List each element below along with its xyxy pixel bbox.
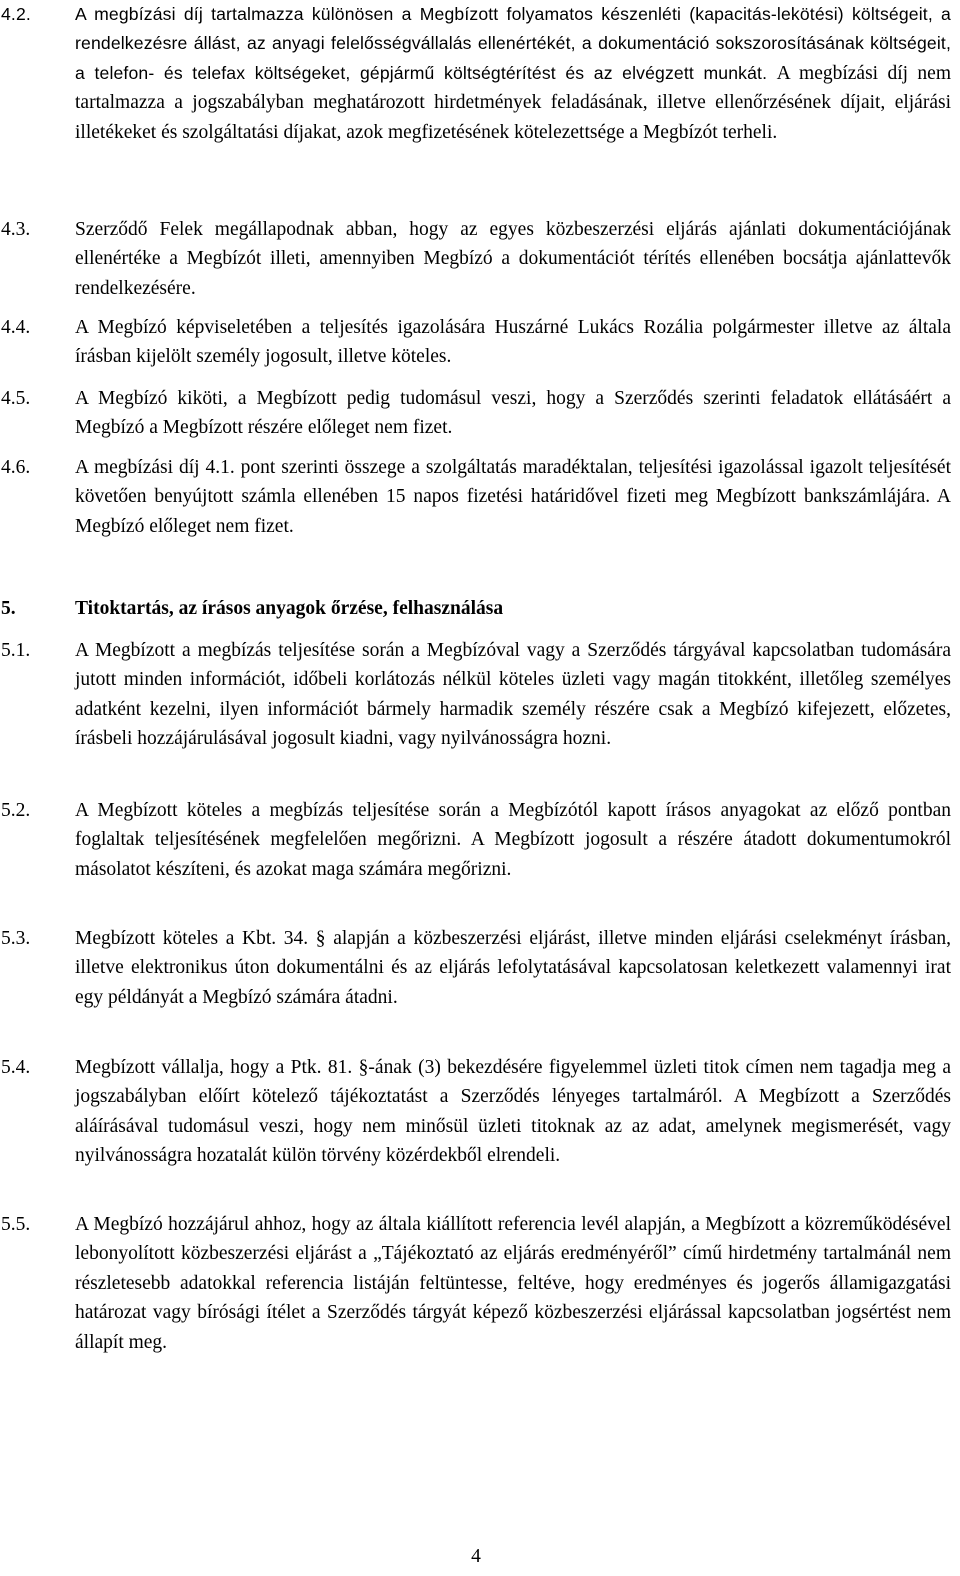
section-text: A megbízási díj 4.1. pont szerinti összege a szolgáltatás maradéktalan, teljesítési igazolással igazolt teljesítését követően benyújtott számla ellenében 15 napos fizetési határidővel fizeti meg Megbízott bankszámlájára. A Megbízó előleget nem fizet. [75,457,951,537]
section-text-sans-part: A megbízási díj tartalmazza különösen a Megbízott folyamatos készenléti (kapacitás-lekötési) költségeit, a rendelkezésre állást, az anyagi felelősségvállalás ellenértékét, a dokumentáció sokszorosításának költségeit, a telefon- és telefax költségeket, gépjármű költségtérítést és az elvégzett munkát. [75,4,951,83]
section-text: A Megbízó képviseletében a teljesítés igazolására Huszárné Lukács Rozália polgármester illetve az általa írásban kijelölt személy jogosult, illetve köteles. [75,317,951,368]
section-number: 5.4. [1,1057,31,1078]
section-text: A Megbízó kiköti, a Megbízott pedig tudomásul veszi, hogy a Szerződés szerinti feladatok ellátásáért a Megbízó a Megbízott részére előleget nem fizet. [75,388,951,439]
page-number: 4 [471,1546,481,1567]
section-text: Szerződő Felek megállapodnak abban, hogy az egyes közbeszerzési eljárás ajánlati dokumentációjának ellenértéke a Megbízót illeti, amennyiben Megbízó a dokumentációt térítés ellenében bocsátja ajánlattevők rendelkezésére. [75,219,951,299]
section-text-serif-part: A megbízási díj nem tartalmazza a jogszabályban meghatározott hirdetmények feladásának, illetve ellenőrzésének díjait, eljárási illetékeket és szolgáltatási díjakat, azok megfizetésének kötelezettsége a Megbízót terheli. [75,62,951,143]
section-number: 4.3. [1,219,31,240]
section-number: 5.2. [1,800,31,821]
section-number: 5.1. [1,640,31,661]
section-number: 4.5. [1,388,31,409]
section-number: 5.3. [1,928,31,949]
section-number: 5.5. [1,1214,31,1235]
section-text: Megbízott vállalja, hogy a Ptk. 81. §-ának (3) bekezdésére figyelemmel üzleti titok címen nem tagadja meg a jogszabályban előírt kötelező tájékoztatást a Szerződés lényeges tartalmáról. A Megbízott a Szerződés aláírásával tudomásul veszi, hogy nem minősül üzleti titoknak az az adat, amelynek megismerését, vagy nyilvánosságra hozatalát külön törvény közérdekből elrendeli. [75,1057,951,1167]
section-text: A Megbízott a megbízás teljesítése során a Megbízóval vagy a Szerződés tárgyával kapcsolatban tudomására jutott minden információt, időbeli korlátozás nélkül köteles üzleti vagy magán titokként, illetőleg személyes adatként kezelni, ilyen információt bármely harmadik személy részére csak a Megbízó kifejezett, előzetes, írásbeli hozzájárulásával jogosult kiadni, vagy nyilvánosságra hozni. [75,640,951,750]
section-text: A Megbízó hozzájárul ahhoz, hogy az általa kiállított referencia levél alapján, a Megbízott a közreműködésével lebonyolított közbeszerzési eljárást a „Tájékoztató az eljárás eredményéről” című hirdetmény tartalmánál nem részletesebb adatokkal referencia listáján feltüntesse, feltéve, hogy eredményes és jogerős államigazgatási határozat vagy bírósági ítélet a Szerződés tárgyát képező közbeszerzési eljárással kapcsolatban jogsértést nem állapít meg. [75,1214,951,1353]
section-number: 4.4. [1,317,31,338]
section-title: Titoktartás, az írásos anyagok őrzése, felhasználása [75,598,504,619]
section-text [75,0,951,147]
section-text: Megbízott köteles a Kbt. 34. § alapján a közbeszerzési eljárást, illetve minden eljárási cselekményt írásban, illetve elektronikus úton dokumentálni és az eljárás lefolytatásával kapcsolatosan keletkezett valamennyi irat egy példányát a Megbízó számára átadni. [75,928,951,1008]
section-number: 4.2. [1,4,31,24]
section-text: A Megbízott köteles a megbízás teljesítése során a Megbízótól kapott írásos anyagokat az előző pontban foglaltak teljesítésének megfelelően megőrizni. A Megbízott jogosult a részére átadott dokumentumokról másolatot készíteni, és azokat maga számára megőrizni. [75,800,951,880]
section-number: 4.6. [1,457,31,478]
section-number: 5. [1,598,16,619]
